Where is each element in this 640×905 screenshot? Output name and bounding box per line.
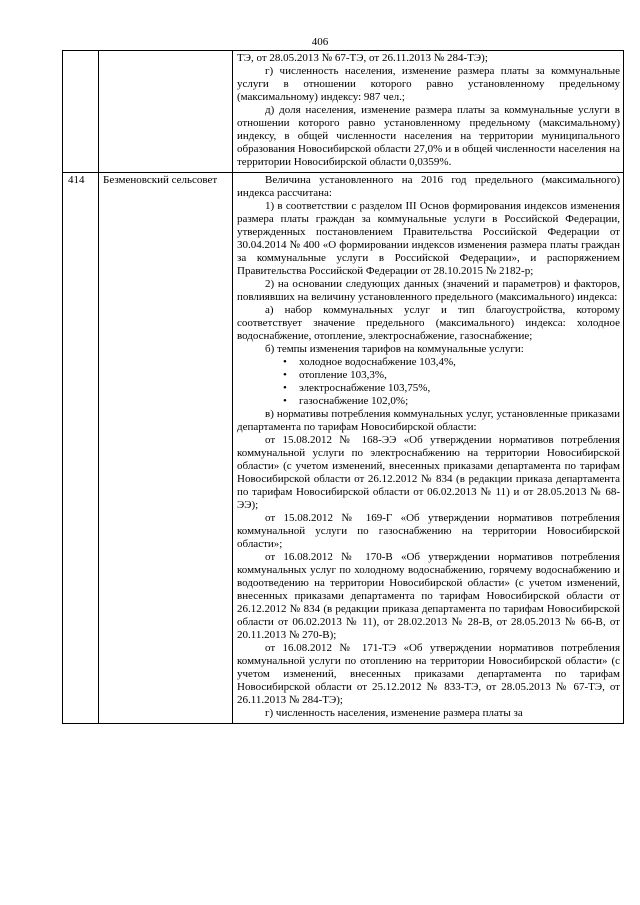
paragraph: д) доля населения, изменение размера платы за коммунальные услуги в отношении которого равно установленному предельному (максимальному) индексу, в общей численности населения на территории муниципального образования Новосибирской области 27,0% и в общей численности населения на территории Новосибирской области 0,0359%. — [237, 104, 620, 168]
list-item: • электроснабжение 103,75%, — [299, 382, 620, 395]
table-row — [63, 51, 624, 173]
paragraph: в) нормативы потребления коммунальных услуг, установленные приказами департамента по тарифам Новосибирской области: — [237, 408, 620, 433]
tariff-list — [237, 356, 620, 408]
paragraph: 2) на основании следующих данных (значений и параметров) и факторов, повлиявших на величину установленного предельного (максимального) индекса: — [237, 278, 620, 303]
calculation-text-cell — [233, 51, 624, 173]
row-number-cell — [63, 51, 99, 173]
paragraph: а) набор коммунальных услуг и тип благоустройства, которому соответствует значение предельного (максимального) индекса: холодное водоснабжение, отопление, электроснабжение, газоснабжение; — [237, 304, 620, 342]
table-row — [63, 173, 624, 724]
page-number: 406 — [311, 36, 329, 48]
paragraph: Величина установленного на 2016 год предельного (максимального) индекса рассчитана: — [237, 174, 620, 199]
paragraph: 1) в соответствии с разделом III Основ формирования индексов изменения размера платы граждан за коммунальные услуги в Российской Федерации, утвержденных постановлением Правительства Российской Федерации от 30.04.2014 № 400 «О формировании индексов изменения размера платы граждан за коммунальные услуги в Российской Федерации», и распоряжением Правительства Российской Федерации от 28.10.2015 № 2182-р; — [237, 200, 620, 277]
municipality-name-cell — [99, 51, 233, 173]
paragraph: г) численность населения, изменение размера платы за — [265, 707, 523, 719]
paragraph: г) численность населения, изменение размера платы за коммунальные услуги в отношении которого равно установленному предельному (максимальному) индексу: 987 чел.; — [237, 65, 620, 103]
list-item: • отопление 103,3%, — [299, 369, 620, 382]
indices-table — [62, 50, 624, 724]
paragraph: от 15.08.2012 № 169-Г «Об утверждении нормативов потребления коммунальной услуги по газоснабжению на территории Новосибирской области»; — [237, 512, 620, 550]
list-item: • газоснабжение 102,0%; — [299, 395, 620, 408]
paragraph: от 15.08.2012 № 168-ЭЭ «Об утверждении нормативов потребления коммунальной услуги по электроснабжению на территории Новосибирской области» (с учетом изменений, внесенных приказами департамента по тарифам Новосибирской области от 26.12.2012 № 834 (в редакции приказа департамента по тарифам Новосибирской области от 06.02.2013 № 11) и от 28.05.2013 № 68-ЭЭ); — [237, 434, 620, 511]
paragraph: от 16.08.2012 № 170-В «Об утверждении нормативов потребления коммунальных услуг по холодному водоснабжению, горячему водоснабжению и водоотведению на территории Новосибирской области» (с учетом изменений, внесенных приказами департамента по тарифам Новосибирской области от 26.12.2012 № 834 (в редакции приказа департамента по тарифам Новосибирской области от 06.02.2013 № 11), от 28.02.2013 № 28-В, от 28.05.2013 № 66-В, от 20.11.2013 № 270-В); — [237, 551, 620, 641]
calculation-text-cell — [233, 173, 624, 724]
list-item: • холодное водоснабжение 103,4%, — [299, 356, 620, 369]
municipality-name-cell: Безменовский сельсовет — [99, 173, 233, 724]
row-number-cell: 414 — [63, 173, 99, 724]
paragraph: ТЭ, от 28.05.2013 № 67-ТЭ, от 26.11.2013 № 284-ТЭ); — [237, 52, 488, 64]
paragraph: от 16.08.2012 № 171-ТЭ «Об утверждении нормативов потребления коммунальной услуги по отоплению на территории Новосибирской области» (с учетом изменений, внесенных приказами департамента по тарифам Новосибирской области от 25.12.2012 № 833-ТЭ, от 28.05.2013 № 67-ТЭ, от 26.11.2013 № 284-ТЭ); — [237, 642, 620, 706]
paragraph: б) темпы изменения тарифов на коммунальные услуги: — [265, 343, 524, 355]
